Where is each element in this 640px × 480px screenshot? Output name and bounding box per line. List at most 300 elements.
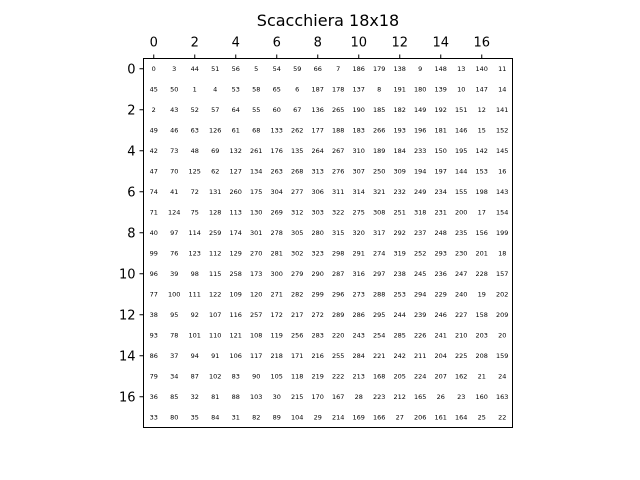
cell-value: 255 — [332, 352, 345, 361]
cell-value: 195 — [455, 147, 468, 156]
cell-value: 283 — [311, 331, 324, 340]
cell-value: 5 — [254, 65, 259, 74]
cell-value: 284 — [352, 352, 365, 361]
cell-value: 55 — [252, 106, 261, 115]
cell-value: 145 — [496, 147, 509, 156]
cell-value: 112 — [209, 249, 222, 258]
cell-value: 136 — [311, 106, 324, 115]
x-tick-label: 6 — [272, 35, 281, 51]
x-tick-label: 8 — [313, 35, 322, 51]
cell-value: 77 — [149, 290, 158, 299]
cell-value: 48 — [190, 147, 199, 156]
cell-value: 264 — [311, 147, 324, 156]
cell-value: 125 — [188, 167, 201, 176]
cell-value: 53 — [231, 85, 240, 94]
cell-value: 132 — [229, 147, 242, 156]
cell-value: 134 — [250, 167, 263, 176]
cell-value: 219 — [311, 372, 324, 381]
cell-value: 142 — [475, 147, 488, 156]
cell-value: 206 — [414, 413, 427, 422]
cell-value: 52 — [190, 106, 199, 115]
cell-value: 204 — [434, 352, 447, 361]
cell-value: 18 — [498, 249, 507, 258]
cell-value: 54 — [272, 65, 281, 74]
cell-value: 243 — [352, 331, 365, 340]
cell-value: 221 — [373, 352, 386, 361]
cell-value: 172 — [270, 311, 283, 320]
y-tick-label: 8 — [127, 226, 136, 242]
cell-value: 263 — [270, 167, 283, 176]
cell-value: 16 — [498, 167, 507, 176]
cell-value: 233 — [414, 147, 427, 156]
cell-value: 34 — [170, 372, 179, 381]
cell-value: 296 — [332, 290, 345, 299]
cell-value: 63 — [190, 126, 199, 135]
cell-value: 15 — [477, 126, 486, 135]
cell-value: 150 — [434, 147, 447, 156]
cell-value: 268 — [291, 167, 304, 176]
cell-value: 211 — [414, 352, 427, 361]
cell-value: 92 — [190, 311, 199, 320]
cell-value: 244 — [393, 311, 406, 320]
cell-value: 246 — [434, 311, 447, 320]
cell-value: 82 — [252, 413, 261, 422]
cell-value: 11 — [498, 65, 507, 74]
cell-values — [150, 65, 509, 422]
cell-value: 270 — [250, 249, 263, 258]
cell-value: 231 — [434, 208, 447, 217]
y-tick-label: 4 — [127, 144, 136, 160]
y-tick-label: 14 — [118, 349, 136, 365]
cell-value: 319 — [393, 249, 406, 258]
cell-value: 29 — [313, 413, 322, 422]
cell-value: 104 — [291, 413, 304, 422]
cell-value: 72 — [190, 188, 199, 197]
cell-value: 58 — [252, 85, 261, 94]
cell-value: 140 — [475, 65, 488, 74]
cell-value: 10 — [457, 85, 466, 94]
cell-value: 297 — [373, 270, 386, 279]
cell-value: 6 — [295, 85, 300, 94]
cell-value: 254 — [373, 331, 386, 340]
cell-value: 186 — [352, 65, 365, 74]
cell-value: 267 — [332, 147, 345, 156]
cell-value: 56 — [231, 65, 240, 74]
cell-value: 298 — [332, 249, 345, 258]
cell-value: 138 — [393, 65, 406, 74]
cell-value: 85 — [170, 393, 179, 402]
cell-value: 175 — [250, 188, 263, 197]
cell-value: 292 — [393, 229, 406, 238]
cell-value: 3 — [172, 65, 177, 74]
cell-value: 274 — [373, 249, 386, 258]
cell-value: 50 — [170, 85, 179, 94]
cell-value: 25 — [477, 413, 486, 422]
cell-value: 113 — [229, 208, 242, 217]
cell-value: 144 — [455, 167, 468, 176]
cell-value: 73 — [170, 147, 179, 156]
cell-value: 147 — [475, 85, 488, 94]
cell-value: 148 — [434, 65, 447, 74]
cell-value: 185 — [373, 106, 386, 115]
cell-value: 105 — [270, 372, 283, 381]
cell-value: 272 — [311, 311, 324, 320]
cell-value: 218 — [270, 352, 283, 361]
cell-value: 170 — [311, 393, 324, 402]
cell-value: 253 — [393, 290, 406, 299]
cell-value: 265 — [332, 106, 345, 115]
cell-value: 310 — [352, 147, 365, 156]
cell-value: 205 — [393, 372, 406, 381]
cell-value: 133 — [270, 126, 283, 135]
cell-value: 123 — [188, 249, 201, 258]
cell-value: 258 — [229, 270, 242, 279]
cell-value: 74 — [149, 188, 158, 197]
cell-value: 126 — [209, 126, 222, 135]
cell-value: 107 — [209, 311, 222, 320]
cell-value: 41 — [170, 188, 179, 197]
cell-value: 280 — [311, 229, 324, 238]
cell-value: 116 — [229, 311, 242, 320]
cell-value: 301 — [250, 229, 263, 238]
cell-value: 37 — [170, 352, 179, 361]
cell-value: 234 — [434, 188, 447, 197]
cell-value: 236 — [434, 270, 447, 279]
cell-value: 57 — [211, 106, 220, 115]
cell-value: 250 — [373, 167, 386, 176]
cell-value: 40 — [149, 229, 158, 238]
cell-value: 230 — [455, 249, 468, 258]
cell-value: 67 — [293, 106, 302, 115]
cell-value: 173 — [250, 270, 263, 279]
cell-value: 97 — [170, 229, 179, 238]
cell-value: 302 — [291, 249, 304, 258]
cell-value: 294 — [414, 290, 427, 299]
cell-value: 115 — [209, 270, 222, 279]
cell-value: 288 — [373, 290, 386, 299]
cell-value: 193 — [393, 126, 406, 135]
cell-value: 95 — [170, 311, 179, 320]
cell-value: 96 — [149, 270, 158, 279]
cell-value: 122 — [209, 290, 222, 299]
cell-value: 322 — [332, 208, 345, 217]
cell-value: 220 — [332, 331, 345, 340]
cell-value: 86 — [149, 352, 158, 361]
cell-value: 166 — [373, 413, 386, 422]
cell-value: 65 — [272, 85, 281, 94]
cell-value: 139 — [434, 85, 447, 94]
cell-value: 168 — [373, 372, 386, 381]
cell-value: 90 — [252, 372, 261, 381]
cell-value: 311 — [332, 188, 345, 197]
cell-value: 278 — [270, 229, 283, 238]
cell-value: 305 — [291, 229, 304, 238]
cell-value: 224 — [414, 372, 427, 381]
cell-value: 157 — [496, 270, 509, 279]
cell-value: 290 — [311, 270, 324, 279]
cell-value: 242 — [393, 352, 406, 361]
cell-value: 128 — [209, 208, 222, 217]
cell-value: 26 — [436, 393, 445, 402]
cell-value: 156 — [475, 229, 488, 238]
cell-value: 78 — [170, 331, 179, 340]
cell-value: 39 — [170, 270, 179, 279]
y-tick-label: 6 — [127, 185, 136, 201]
cell-value: 308 — [373, 208, 386, 217]
cell-value: 19 — [477, 290, 486, 299]
cell-value: 154 — [496, 208, 509, 217]
cell-value: 299 — [311, 290, 324, 299]
cell-value: 273 — [352, 290, 365, 299]
cell-value: 117 — [250, 352, 263, 361]
cell-value: 171 — [291, 352, 304, 361]
cell-value: 121 — [229, 331, 242, 340]
cell-value: 317 — [373, 229, 386, 238]
cell-value: 31 — [231, 413, 240, 422]
cell-value: 1 — [192, 85, 197, 94]
cell-value: 313 — [311, 167, 324, 176]
x-axis — [150, 36, 490, 59]
cell-value: 46 — [170, 126, 179, 135]
chart-title: Scacchiera 18x18 — [256, 11, 400, 30]
y-tick-label: 0 — [127, 62, 136, 78]
cell-value: 61 — [231, 126, 240, 135]
cell-value: 49 — [149, 126, 158, 135]
cell-value: 194 — [414, 167, 427, 176]
cell-value: 285 — [393, 331, 406, 340]
cell-value: 320 — [352, 229, 365, 238]
cell-value: 225 — [455, 352, 468, 361]
cell-value: 188 — [332, 126, 345, 135]
cell-value: 32 — [190, 393, 199, 402]
cell-value: 259 — [209, 229, 222, 238]
cell-value: 12 — [477, 106, 486, 115]
cell-value: 177 — [311, 126, 324, 135]
cell-value: 184 — [393, 147, 406, 156]
cell-value: 13 — [457, 65, 466, 74]
cell-value: 22 — [498, 413, 507, 422]
cell-value: 137 — [352, 85, 365, 94]
cell-value: 68 — [252, 126, 261, 135]
cell-value: 235 — [455, 229, 468, 238]
cell-value: 208 — [475, 352, 488, 361]
cell-value: 127 — [229, 167, 242, 176]
cell-value: 165 — [414, 393, 427, 402]
cell-value: 214 — [332, 413, 345, 422]
cell-value: 160 — [475, 393, 488, 402]
cell-value: 189 — [373, 147, 386, 156]
cell-value: 66 — [313, 65, 322, 74]
cell-value: 241 — [434, 331, 447, 340]
cell-value: 36 — [149, 393, 158, 402]
cell-value: 143 — [496, 188, 509, 197]
cell-value: 118 — [291, 372, 304, 381]
cell-value: 237 — [414, 229, 427, 238]
cell-value: 23 — [457, 393, 466, 402]
cell-value: 21 — [477, 372, 486, 381]
cell-value: 88 — [231, 393, 240, 402]
x-tick-label: 4 — [231, 35, 240, 51]
cell-value: 266 — [373, 126, 386, 135]
cell-value: 93 — [149, 331, 158, 340]
cell-value: 176 — [270, 147, 283, 156]
cell-value: 14 — [498, 85, 507, 94]
cell-value: 199 — [496, 229, 509, 238]
x-tick-label: 0 — [149, 35, 158, 51]
cell-value: 106 — [229, 352, 242, 361]
cell-value: 141 — [496, 106, 509, 115]
cell-value: 59 — [293, 65, 302, 74]
cell-value: 286 — [352, 311, 365, 320]
cell-value: 174 — [229, 229, 242, 238]
cell-value: 169 — [352, 413, 365, 422]
cell-value: 94 — [190, 352, 199, 361]
cell-value: 229 — [434, 290, 447, 299]
cell-value: 164 — [455, 413, 468, 422]
cell-value: 62 — [211, 167, 220, 176]
cell-value: 83 — [231, 372, 240, 381]
cell-value: 187 — [311, 85, 324, 94]
cell-value: 81 — [211, 393, 220, 402]
cell-value: 75 — [190, 208, 199, 217]
cell-value: 151 — [455, 106, 468, 115]
cell-value: 108 — [250, 331, 263, 340]
cell-value: 180 — [414, 85, 427, 94]
cell-value: 202 — [496, 290, 509, 299]
cell-value: 109 — [229, 290, 242, 299]
cell-value: 181 — [434, 126, 447, 135]
cell-value: 167 — [332, 393, 345, 402]
cell-value: 91 — [211, 352, 220, 361]
cell-value: 114 — [188, 229, 201, 238]
cell-value: 190 — [352, 106, 365, 115]
cell-value: 101 — [188, 331, 201, 340]
cell-value: 261 — [250, 147, 263, 156]
cell-value: 99 — [149, 249, 158, 258]
cell-value: 256 — [291, 331, 304, 340]
cell-value: 279 — [291, 270, 304, 279]
cell-value: 100 — [168, 290, 181, 299]
cell-value: 135 — [291, 147, 304, 156]
cell-value: 24 — [498, 372, 507, 381]
cell-value: 80 — [170, 413, 179, 422]
cell-value: 2 — [151, 106, 156, 115]
cell-value: 158 — [475, 311, 488, 320]
cell-value: 0 — [151, 65, 156, 74]
y-tick-label: 10 — [118, 267, 136, 283]
cell-value: 191 — [393, 85, 406, 94]
cell-value: 260 — [229, 188, 242, 197]
cell-value: 207 — [434, 372, 447, 381]
cell-value: 197 — [434, 167, 447, 176]
cell-value: 251 — [393, 208, 406, 217]
cell-value: 159 — [496, 352, 509, 361]
cell-value: 131 — [209, 188, 222, 197]
cell-value: 281 — [270, 249, 283, 258]
cell-value: 240 — [455, 290, 468, 299]
cell-value: 276 — [332, 167, 345, 176]
cell-value: 304 — [270, 188, 283, 197]
cell-value: 282 — [291, 290, 304, 299]
y-tick-label: 12 — [118, 308, 136, 324]
cell-value: 215 — [291, 393, 304, 402]
cell-value: 51 — [211, 65, 220, 74]
x-tick-label: 16 — [473, 35, 491, 51]
y-tick-label: 16 — [118, 390, 136, 406]
cell-value: 7 — [336, 65, 341, 74]
cell-value: 87 — [190, 372, 199, 381]
cell-value: 223 — [373, 393, 386, 402]
cell-value: 295 — [373, 311, 386, 320]
cell-value: 316 — [352, 270, 365, 279]
cell-value: 152 — [496, 126, 509, 135]
x-tick-label: 2 — [190, 35, 199, 51]
cell-value: 71 — [149, 208, 158, 217]
cell-value: 20 — [498, 331, 507, 340]
cell-value: 318 — [414, 208, 427, 217]
cell-value: 120 — [250, 290, 263, 299]
cell-value: 79 — [149, 372, 158, 381]
cell-value: 60 — [272, 106, 281, 115]
cell-value: 209 — [496, 311, 509, 320]
cell-value: 323 — [311, 249, 324, 258]
cell-value: 9 — [418, 65, 423, 74]
cell-value: 289 — [332, 311, 345, 320]
cell-value: 84 — [211, 413, 220, 422]
cell-value: 217 — [291, 311, 304, 320]
cell-value: 271 — [270, 290, 283, 299]
x-tick-label: 14 — [432, 35, 450, 51]
cell-value: 210 — [455, 331, 468, 340]
cell-value: 124 — [168, 208, 181, 217]
cell-value: 76 — [170, 249, 179, 258]
cell-value: 163 — [496, 393, 509, 402]
cell-value: 269 — [270, 208, 283, 217]
cell-value: 245 — [414, 270, 427, 279]
y-axis — [119, 62, 144, 405]
cell-value: 303 — [311, 208, 324, 217]
cell-value: 213 — [352, 372, 365, 381]
cell-value: 306 — [311, 188, 324, 197]
cell-value: 130 — [250, 208, 263, 217]
cell-value: 17 — [477, 208, 486, 217]
cell-value: 239 — [414, 311, 427, 320]
cell-value: 69 — [211, 147, 220, 156]
cell-value: 162 — [455, 372, 468, 381]
cell-value: 44 — [190, 65, 199, 74]
cell-value: 38 — [149, 311, 158, 320]
cell-value: 212 — [393, 393, 406, 402]
y-tick-label: 2 — [127, 103, 136, 119]
cell-value: 300 — [270, 270, 283, 279]
cell-value: 47 — [149, 167, 158, 176]
cell-value: 110 — [209, 331, 222, 340]
cell-value: 252 — [414, 249, 427, 258]
cell-value: 247 — [455, 270, 468, 279]
cell-value: 89 — [272, 413, 281, 422]
cell-value: 222 — [332, 372, 345, 381]
cell-value: 203 — [475, 331, 488, 340]
cell-value: 198 — [475, 188, 488, 197]
cell-value: 70 — [170, 167, 179, 176]
cell-value: 8 — [377, 85, 382, 94]
cell-value: 102 — [209, 372, 222, 381]
cell-value: 200 — [455, 208, 468, 217]
cell-value: 321 — [373, 188, 386, 197]
cell-value: 153 — [475, 167, 488, 176]
cell-value: 226 — [414, 331, 427, 340]
cell-value: 30 — [272, 393, 281, 402]
